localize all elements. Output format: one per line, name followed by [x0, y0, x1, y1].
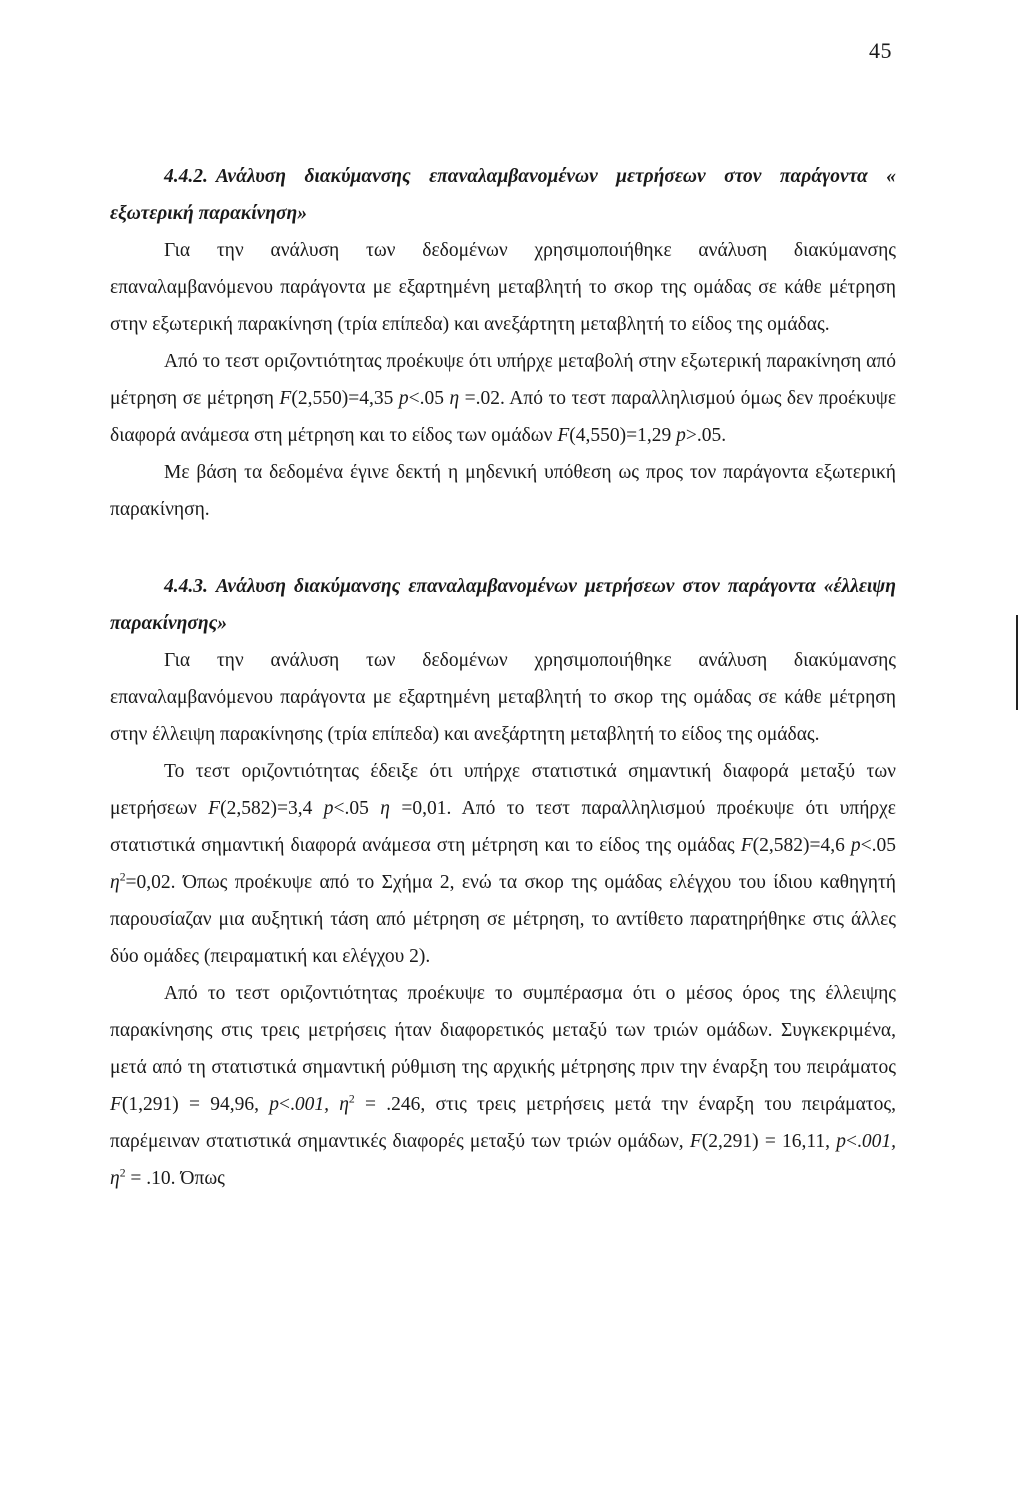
text-run: =.02. Από το τεστ παραλληλισμού όμως δεν προέκυψε διαφορά ανάμεσα στη μέτρηση και το είδος των ομάδων [110, 388, 897, 446]
stat-symbol: p [676, 425, 686, 446]
superscript: 2 [119, 1166, 126, 1180]
section-title: Ανάλυση διακύμανσης επαναλαμβανομένων μετρήσεων στον παράγοντα « εξωτερική παρακίνηση» [110, 166, 896, 224]
stat-symbol: η [110, 872, 120, 893]
margin-mark [1016, 615, 1018, 710]
text-run: (2,550)=4,35 [291, 388, 399, 409]
text-run: = .10. Όπως [125, 1168, 225, 1189]
text-run: (4,550)=1,29 [569, 425, 677, 446]
document-body [110, 158, 896, 1197]
stat-symbol: p [850, 835, 861, 856]
paragraph [110, 343, 896, 454]
superscript: 2 [348, 1092, 355, 1106]
text-run: >.05. [685, 425, 727, 446]
text-run: <. [279, 1094, 295, 1115]
stat-symbol: η [449, 388, 460, 409]
stat-symbol: 001, η [110, 1131, 897, 1189]
section-title: Ανάλυση διακύμανσης επαναλαμβανομένων μετρήσεων στον παράγοντα «έλλειψη παρακίνησης» [110, 576, 896, 634]
stat-symbol: p [398, 388, 409, 409]
text-run: Από το τεστ οριζοντιότητας προέκυψε το συμπέρασμα ότι ο μέσος όρος της έλλειψης παρακίνησης στις τρεις μετρήσεις ήταν διαφορετικός μεταξύ των τριών ομάδων. Συγκεκριμένα, μετά από τη στατιστικά σημαντική ρύθμιση της αρχικής μέτρησης πριν την έναρξη του πειράματος [110, 983, 896, 1078]
superscript: 2 [119, 870, 126, 884]
paragraph: Για την ανάλυση των δεδομένων χρησιμοποιήθηκε ανάλυση διακύμανσης επαναλαμβανόμενου παράγοντα με εξαρτημένη μεταβλητή το σκορ της ομάδας σε κάθε μέτρηση στην εξωτερική παρακίνηση (τρία επίπεδα) και ανεξάρτητη μεταβλητή το είδος της ομάδας. [110, 240, 896, 335]
text-run: <.05 [333, 798, 381, 819]
text-run: Το τεστ οριζοντιότητας έδειξε ότι υπήρχε στατιστικά σημαντική διαφορά μεταξύ των μετρήσεων [110, 761, 896, 819]
stat-symbol: η [380, 798, 390, 819]
text-run: =0,02. Όπως προέκυψε από το Σχήμα 2, ενώ τα σκορ της ομάδας ελέγχου του ίδιου καθηγητή παρουσίαζαν μια αυξητική τάση από μέτρηση σε μέτρηση, το αντίθετο παρατηρήθηκε στις άλλες δύο ομάδες (πειραματική και ελέγχου 2). [110, 872, 896, 967]
page-number: 45 [869, 38, 892, 63]
stat-symbol: F [740, 835, 753, 856]
paragraph [110, 975, 896, 1197]
stat-symbol: p [836, 1131, 847, 1152]
section-heading [110, 568, 896, 642]
text-run: (1,291) = 94,96, [121, 1094, 270, 1115]
stat-symbol: F [110, 1094, 122, 1115]
section-4-4-2 [110, 158, 896, 528]
stat-symbol: 001, η [294, 1094, 349, 1115]
stat-symbol: F [279, 388, 292, 409]
text-run: (2,582)=4,6 [752, 835, 851, 856]
text-run: <.05 [860, 835, 896, 856]
stat-symbol: F [208, 798, 221, 819]
text-run: <. [846, 1131, 862, 1152]
paragraph: Για την ανάλυση των δεδομένων χρησιμοποιήθηκε ανάλυση διακύμανσης επαναλαμβανόμενου παράγοντα με εξαρτημένη μεταβλητή το σκορ της ομάδας σε κάθε μέτρηση στην έλλειψη παρακίνησης (τρία επίπεδα) και ανεξάρτητη μεταβλητή το είδος της ομάδας. [110, 650, 896, 745]
text-run: (2,291) = 16,11, [701, 1131, 837, 1152]
text-run: =0,01. Από το τεστ παραλληλισμού προέκυψε ότι υπήρχε στατιστικά σημαντική διαφορά ανάμεσα στη μέτρηση και το είδος της ομάδας [110, 798, 896, 856]
section-heading [110, 158, 896, 232]
text-run: Από το τεστ οριζοντιότητας προέκυψε ότι υπήρχε μεταβολή στην εξωτερική παρακίνηση από μέτρηση σε μέτρηση [110, 351, 896, 409]
paragraph: Με βάση τα δεδομένα έγινε δεκτή η μηδενική υπόθεση ως προς τον παράγοντα εξωτερική παρακίνηση. [110, 462, 896, 520]
paragraph [110, 753, 896, 975]
section-4-4-3 [110, 568, 896, 1197]
stat-symbol: p [269, 1094, 279, 1115]
stat-symbol: F [557, 425, 570, 446]
section-number: 4.4.3. [164, 576, 208, 597]
text-run: <.05 [408, 388, 450, 409]
section-spacer [110, 528, 896, 568]
stat-symbol: F [689, 1131, 702, 1152]
text-run: (2,582)=3,4 [220, 798, 324, 819]
stat-symbol: p [323, 798, 334, 819]
text-run: = .246, στις τρεις μετρήσεις μετά την έναρξη του πειράματος, παρέμειναν στατιστικά σημαντικές διαφορές μεταξύ των τριών ομάδων, [110, 1094, 896, 1152]
section-number: 4.4.2. [164, 166, 208, 187]
